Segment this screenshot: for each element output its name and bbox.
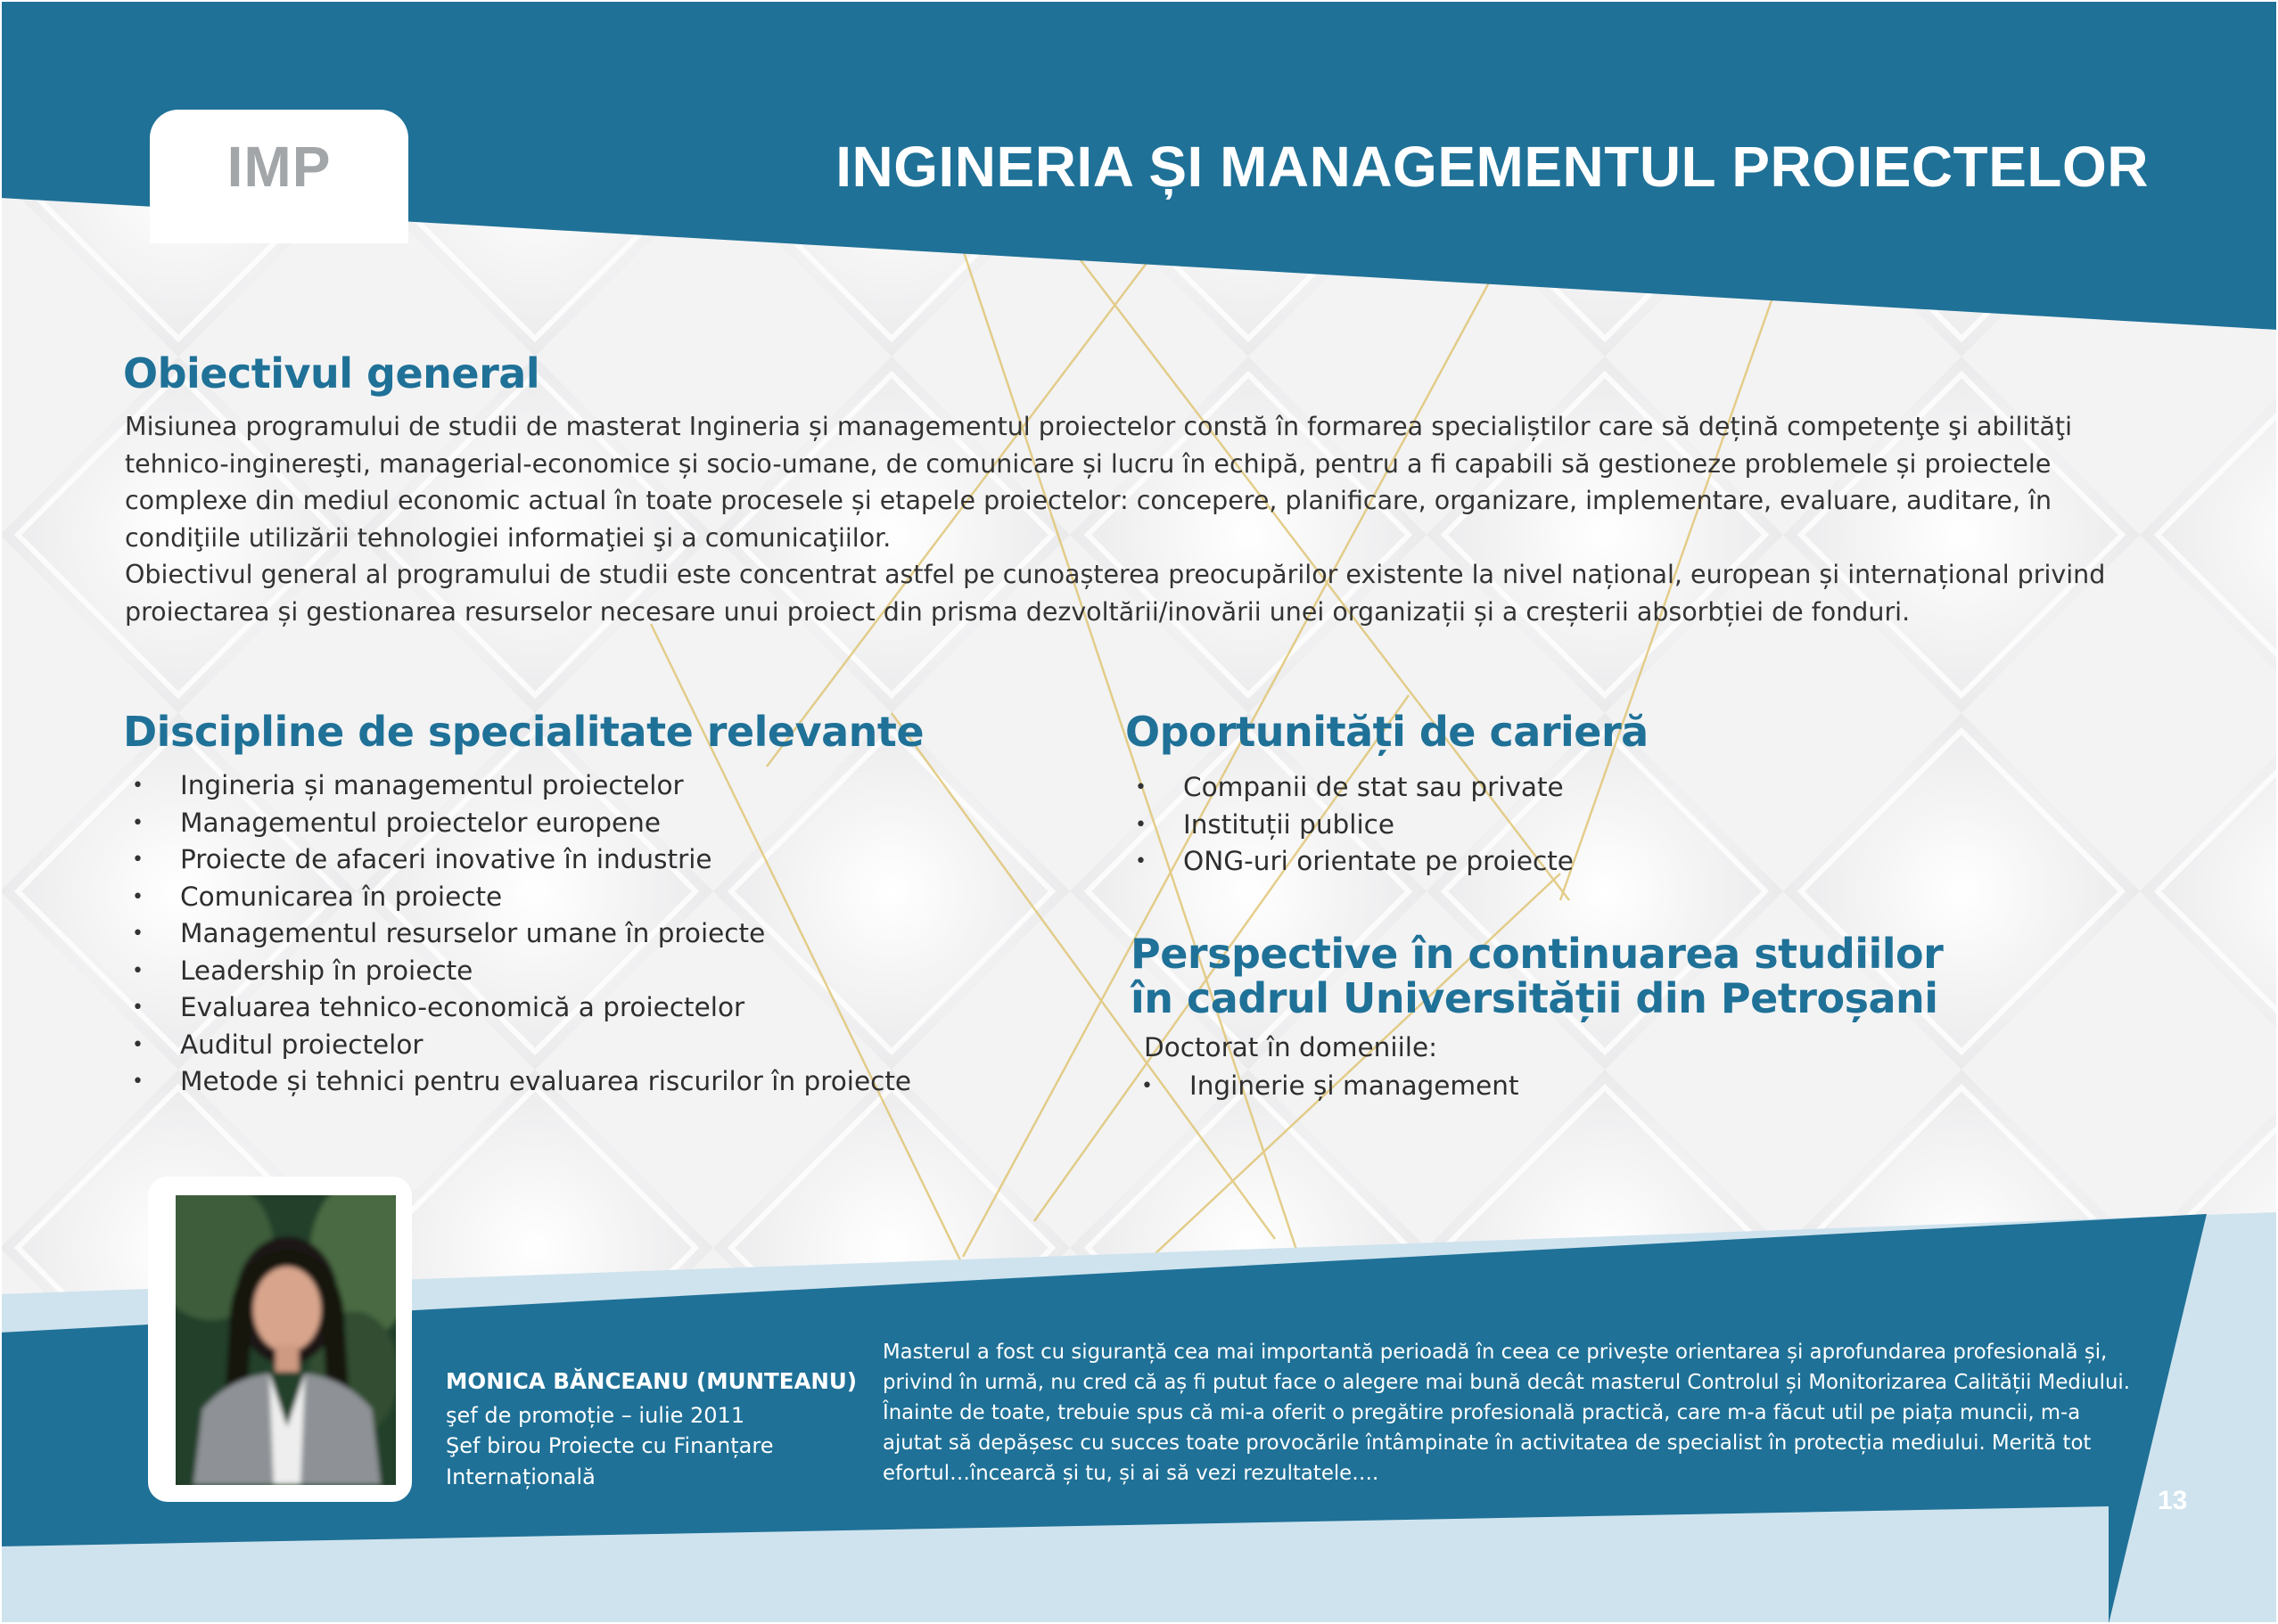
objective-paragraph-2: Obiectivul general al programului de studii este concentrat astfel pe cunoașterea preocupărilor existente la nivel național, european și internațional privind proiectarea și gestionarea resurselor necesare unui proiect din prisma dezvoltării/inovării unei organizații și a creșterii absorbției de fonduri. [125, 560, 2106, 627]
bullet-icon: • [132, 1070, 144, 1093]
list-item: • Inginerie și management [1134, 1068, 1519, 1105]
portrait-image [176, 1195, 396, 1485]
page-number: 13 [2158, 1486, 2188, 1515]
list-item: • Auditul proiectelor [125, 1027, 911, 1064]
list-item: • Proiecte de afaceri inovative în industrie [125, 841, 911, 879]
bullet-icon: • [132, 997, 144, 1019]
careers-list [1128, 769, 1574, 881]
bullet-icon: • [1135, 813, 1147, 836]
objective-text [125, 408, 2149, 630]
list-item: • ONG-uri orientate pe proiecte [1128, 843, 1574, 881]
alumni-role-1: şef de promoție – iulie 2011 [446, 1402, 745, 1428]
bullet-icon: • [132, 849, 144, 871]
program-title: INGINERIA ȘI MANAGEMENTUL PROIECTELOR [835, 135, 2149, 199]
alumni-info [446, 1366, 857, 1492]
bullet-icon: • [1141, 1075, 1153, 1097]
disciplines-heading: Discipline de specialitate relevante [123, 708, 925, 756]
perspectives-heading-line-2: în cadrul Universității din Petroșani [1131, 974, 1938, 1022]
list-item: • Metode și tehnici pentru evaluarea riscurilor în proiecte [125, 1063, 911, 1101]
perspectives-list [1134, 1068, 1519, 1105]
alumni-photo [176, 1195, 396, 1485]
list-item: • Companii de stat sau private [1128, 769, 1574, 807]
perspectives-heading-line-1: Perspective în continuarea studiilor [1131, 930, 1944, 978]
bullet-icon: • [1135, 850, 1147, 873]
list-item: • Managementul resurselor umane în proiecte [125, 915, 911, 953]
bullet-icon: • [132, 775, 144, 797]
disciplines-list [125, 767, 911, 1101]
list-item: • Managementul proiectelor europene [125, 805, 911, 842]
alumni-name: MONICA BĂNCEANU (MUNTEANU) [446, 1368, 858, 1394]
bullet-icon: • [1135, 776, 1147, 799]
list-item: • Leadership în proiecte [125, 953, 911, 990]
list-item: • Instituții publice [1128, 807, 1574, 844]
program-code: IMP [226, 135, 332, 199]
bullet-icon: • [132, 1033, 144, 1056]
testimonial-quote: Masterul a fost cu siguranță cea mai importantă perioadă în ceea ce privește orientarea și aprofundarea profesională și, privind în urmă, nu cred că aș fi putut face o alegere mai bună decât masterul Controlul și Monitorizarea Calității Mediului. Înainte de toate, trebuie spus că mi-a oferit o pregătire profesională practică, care m-a făcut util pe piața muncii, m-a ajutat să depășesc cu succes toate provocările întâmpinate în activitatea de specialist în protecția mediului. Merită tot efortul…încearcă și tu, și ai să vezi rezultatele…. [883, 1341, 2130, 1485]
bullet-icon: • [132, 885, 144, 908]
careers-heading: Oportunități de carieră [1125, 708, 1649, 756]
list-item: • Evaluarea tehnico-economică a proiectelor [125, 989, 911, 1027]
perspectives-intro: Doctorat în domeniile: [1144, 1032, 1438, 1062]
alumni-role-3: Internațională [446, 1464, 596, 1489]
list-item: • Comunicarea în proiecte [125, 879, 911, 916]
alumni-role-2: Şef birou Proiecte cu Finanțare [446, 1433, 774, 1458]
bullet-icon: • [132, 923, 144, 945]
objective-heading: Obiectivul general [123, 349, 540, 398]
bullet-icon: • [132, 811, 144, 834]
bullet-icon: • [132, 959, 144, 982]
list-item: • Ingineria și managementul proiectelor [125, 767, 911, 805]
objective-paragraph-1: Misiunea programului de studii de masterat Ingineria și managementul proiectelor constă în formarea specialiștilor care să dețină competenţe şi abilităţi tehnico-inginereşti, managerial-economice și socio-umane, de comunicare și lucru în echipă, pentru a fi capabili să gestioneze problemele și proiectele complexe din mediul economic actual în toate procesele și etapele proiectelor: concepere, planificare, organizare, implementare, evaluare, auditare, în condiţiile utilizării tehnologiei informaţiei şi a comunicaţiilor. [125, 412, 2073, 553]
